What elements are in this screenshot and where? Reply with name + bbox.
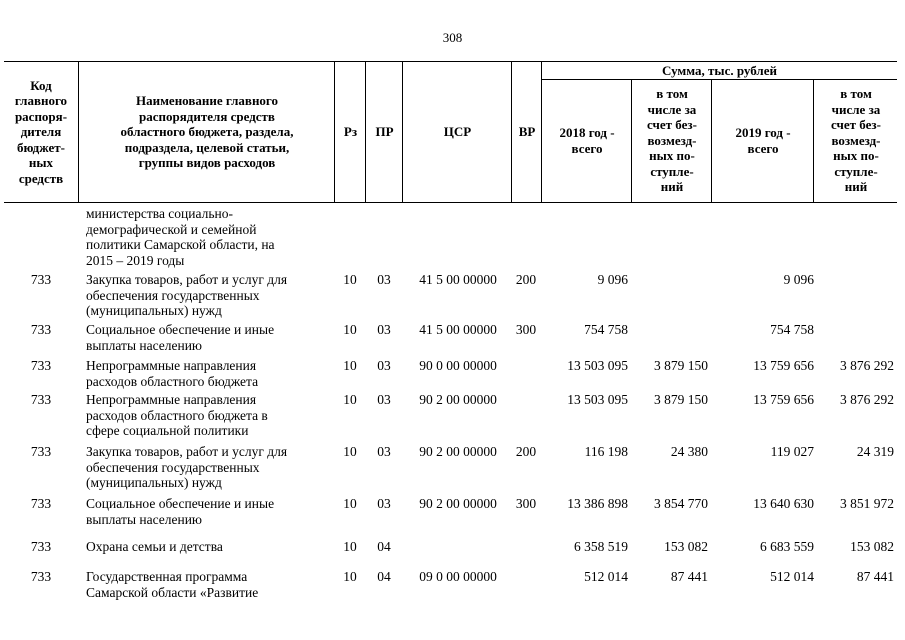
- cell-2019-free: 3 851 972: [840, 496, 894, 511]
- cell-2018-total: 6 358 519: [574, 539, 628, 554]
- header-sum-caption: Сумма, тыс. рублей: [541, 62, 897, 80]
- cell-2018-free: 24 380: [670, 444, 708, 459]
- cell-2018-total: 116 198: [584, 444, 628, 459]
- cell-csr: 90 2 00 00000: [419, 392, 497, 407]
- cell-2019-total: 13 640 630: [753, 496, 814, 511]
- header-code: Код главного распоря- дителя бюджет- ных средств: [14, 77, 68, 186]
- cell-csr: 41 5 00 00000: [419, 272, 497, 287]
- cell-csr: 90 0 00 00000: [419, 358, 497, 373]
- header-rz: Рз: [334, 62, 366, 202]
- header-csr: ЦСР: [402, 62, 512, 202]
- cell-pr: 03: [377, 496, 391, 511]
- header-vr: ВР: [511, 62, 542, 202]
- cell-name: министерства социально- демографической и семейной политики Самарской области, на 2015 – 2019 годы: [86, 206, 275, 268]
- cell-2018-total: 13 386 898: [567, 496, 628, 511]
- cell-rz: 10: [343, 272, 357, 287]
- cell-2019-total: 13 759 656: [753, 358, 814, 373]
- cell-vr: 300: [515, 496, 537, 511]
- cell-name: Социальное обеспечение и иные выплаты населению: [86, 496, 275, 527]
- cell-rz: 10: [343, 444, 357, 459]
- cell-2018-free: 3 879 150: [654, 392, 708, 407]
- cell-code: 733: [30, 322, 52, 337]
- cell-2019-free: 153 082: [850, 539, 894, 554]
- cell-code: 733: [30, 358, 52, 373]
- cell-2018-free: 153 082: [664, 539, 708, 554]
- cell-2019-total: 9 096: [783, 272, 814, 287]
- cell-2019-total: 13 759 656: [753, 392, 814, 407]
- cell-csr: 90 2 00 00000: [419, 444, 497, 459]
- cell-pr: 04: [377, 539, 391, 554]
- header-2018-free: в том числе за счет без- возмезд- ных по- ступле- ний: [631, 79, 712, 202]
- cell-name: Непрограммные направления расходов областного бюджета в сфере социальной политики: [86, 392, 268, 438]
- header-name: Наименование главного распорядителя средств областного бюджета, раздела, подраздела, целевой статьи, группы видов расходов: [78, 62, 335, 202]
- cell-csr: 41 5 00 00000: [419, 322, 497, 337]
- cell-2019-free: 3 876 292: [840, 392, 894, 407]
- cell-2018-total: 512 014: [584, 569, 628, 584]
- cell-name: Социальное обеспечение и иные выплаты населению: [86, 322, 275, 353]
- cell-2019-total: 119 027: [770, 444, 814, 459]
- cell-vr: 200: [515, 444, 537, 459]
- cell-2018-free: 3 879 150: [654, 358, 708, 373]
- cell-pr: 03: [377, 392, 391, 407]
- header-2019-free: в том числе за счет без- возмезд- ных по- ступле- ний: [813, 79, 898, 202]
- cell-2018-free: 3 854 770: [654, 496, 708, 511]
- cell-2018-total: 9 096: [597, 272, 628, 287]
- cell-rz: 10: [343, 392, 357, 407]
- cell-pr: 03: [377, 358, 391, 373]
- cell-code: 733: [30, 539, 52, 554]
- cell-2018-free: 87 441: [670, 569, 708, 584]
- cell-2019-free: 24 319: [856, 444, 894, 459]
- cell-pr: 03: [377, 272, 391, 287]
- header-2018-total: 2018 год - всего: [541, 79, 632, 202]
- cell-2018-total: 13 503 095: [567, 358, 628, 373]
- header-pr: ПР: [365, 62, 403, 202]
- cell-name: Закупка товаров, работ и услуг для обеспечения государственных (муниципальных) нужд: [86, 272, 288, 318]
- cell-2018-total: 13 503 095: [567, 392, 628, 407]
- cell-name: Государственная программа Самарской области «Развитие: [86, 569, 259, 600]
- cell-2018-total: 754 758: [584, 322, 628, 337]
- cell-2019-free: 87 441: [856, 569, 894, 584]
- cell-vr: 200: [515, 272, 537, 287]
- header-2019-total: 2019 год - всего: [711, 79, 814, 202]
- cell-code: 733: [30, 272, 52, 287]
- cell-rz: 10: [343, 569, 357, 584]
- cell-code: 733: [30, 392, 52, 407]
- cell-code: 733: [30, 444, 52, 459]
- cell-rz: 10: [343, 539, 357, 554]
- table-header: [4, 61, 897, 203]
- cell-name: Охрана семьи и детства: [86, 539, 223, 554]
- cell-rz: 10: [343, 358, 357, 373]
- cell-pr: 03: [377, 322, 391, 337]
- cell-code: 733: [30, 496, 52, 511]
- cell-name: Закупка товаров, работ и услуг для обеспечения государственных (муниципальных) нужд: [86, 444, 288, 490]
- cell-code: 733: [30, 569, 52, 584]
- cell-2019-total: 754 758: [770, 322, 814, 337]
- cell-vr: 300: [515, 322, 537, 337]
- cell-2019-total: 512 014: [770, 569, 814, 584]
- cell-rz: 10: [343, 496, 357, 511]
- cell-pr: 03: [377, 444, 391, 459]
- cell-name: Непрограммные направления расходов областного бюджета: [86, 358, 259, 389]
- cell-csr: 90 2 00 00000: [419, 496, 497, 511]
- cell-rz: 10: [343, 322, 357, 337]
- cell-2019-free: 3 876 292: [840, 358, 894, 373]
- cell-2019-total: 6 683 559: [760, 539, 814, 554]
- page-number: 308: [442, 30, 463, 45]
- cell-csr: 09 0 00 00000: [419, 569, 497, 584]
- cell-pr: 04: [377, 569, 391, 584]
